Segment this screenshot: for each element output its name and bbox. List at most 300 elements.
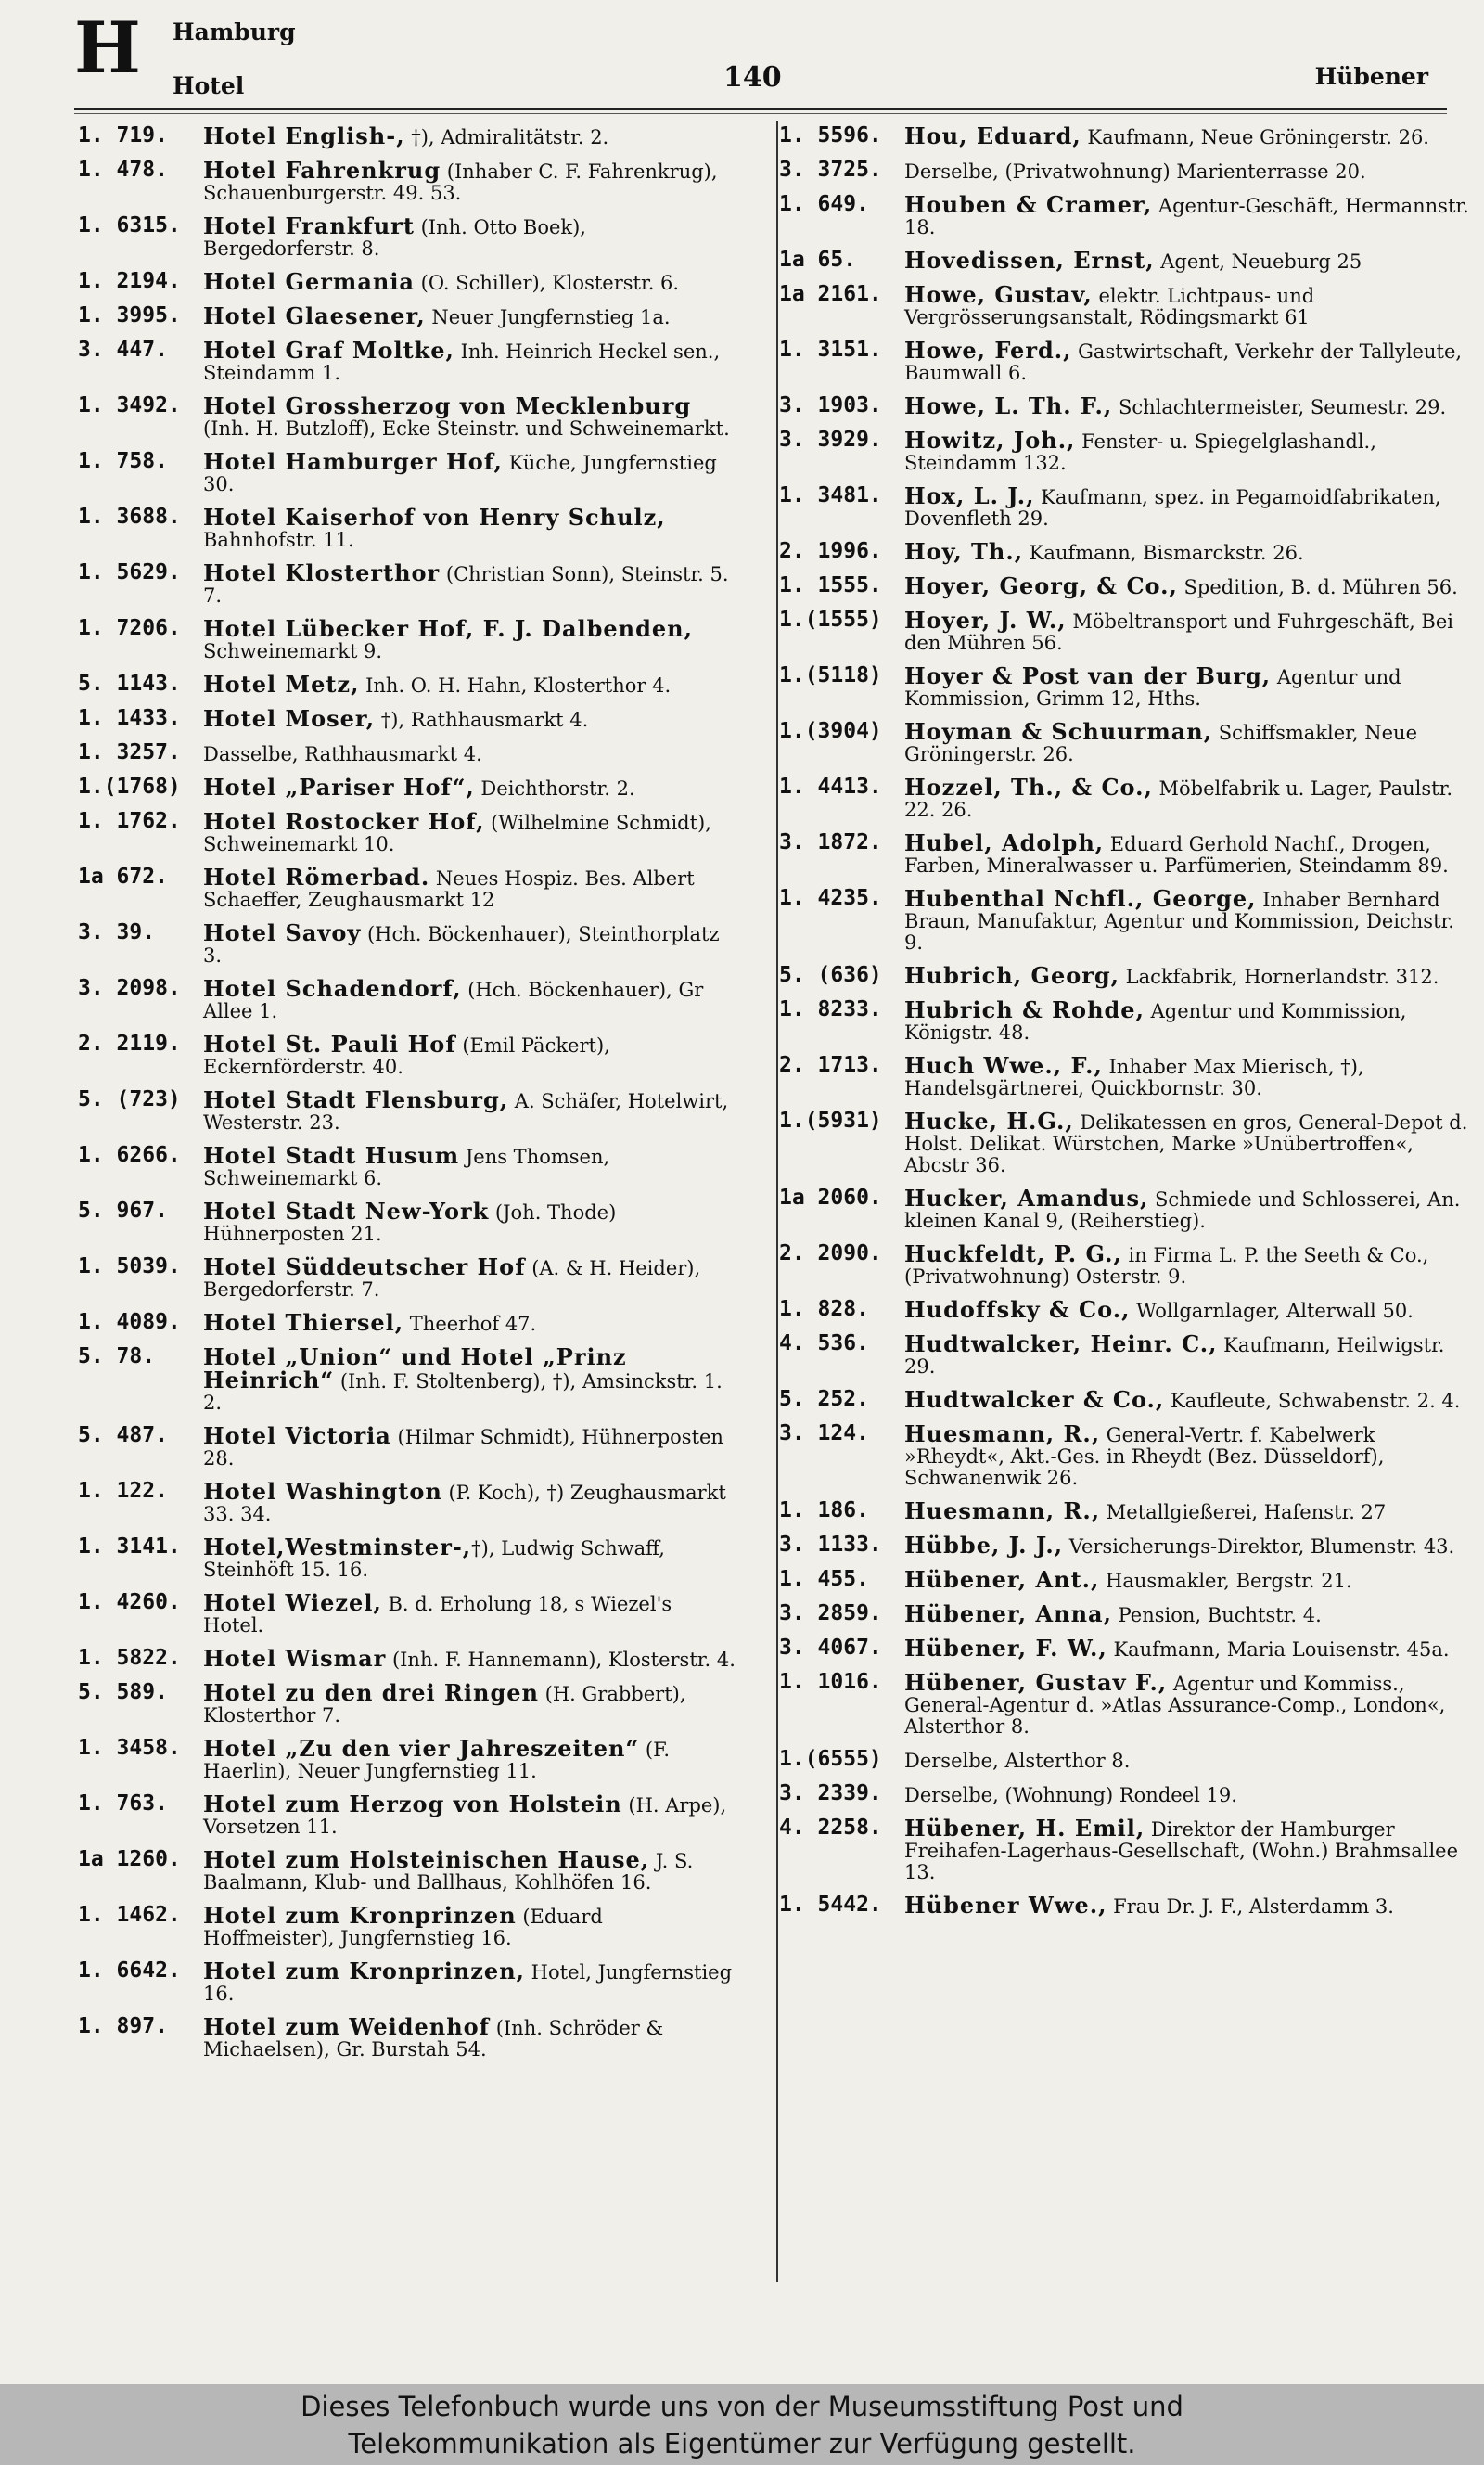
directory-entry <box>779 1296 1484 1323</box>
header-section: Hotel <box>173 72 245 99</box>
entry-details: Gastwirtschaft, Verkehr der Tallyleute, Baumwall 6. <box>904 340 1463 384</box>
entry-details: (Christian Sonn), Steinstr. 5. 7. <box>203 563 729 607</box>
entry-phone-number: 1. 763. <box>78 1791 168 1816</box>
entry-details: Kaufmann, spez. in Pegamoidfabrikaten, Dovenfleth 29. <box>904 486 1441 530</box>
entry-phone-number: 1.(5931) <box>779 1109 882 1133</box>
entry-phone-number: 5. 487. <box>78 1423 168 1447</box>
entry-phone-number: 4. 536. <box>779 1331 869 1355</box>
entry-name: Hotel Rostocker Hof, <box>203 808 485 835</box>
directory-entry <box>78 1902 748 1949</box>
directory-entry <box>78 1142 748 1189</box>
entry-text <box>779 1669 1484 1738</box>
entry-text <box>779 247 1484 274</box>
entry-text <box>779 337 1484 384</box>
entry-text <box>779 1894 1484 1918</box>
entry-details: Frau Dr. J. F., Alsterdamm 3. <box>1107 1895 1394 1918</box>
entry-name: Huch Wwe., F., <box>904 1052 1103 1079</box>
entry-phone-number: 3. 124. <box>779 1421 869 1445</box>
entry-text <box>779 281 1484 328</box>
entry-name: Hotel,Westminster-, <box>203 1534 472 1560</box>
entry-name: Hox, L. J., <box>904 482 1035 509</box>
entry-details: Kaufmann, Heilwigstr. 29. <box>904 1334 1445 1378</box>
entry-details: (Inh. Otto Boek), Bergedorferstr. 8. <box>203 216 586 260</box>
directory-entry <box>779 572 1484 599</box>
entry-text <box>779 885 1484 954</box>
entry-details: (Inhaber C. F. Fahrenkrug), Schauenburgerstr. 49. 53. <box>203 160 718 204</box>
entry-text <box>779 125 1484 148</box>
entry-text <box>779 1600 1484 1627</box>
entry-phone-number: 1. 1462. <box>78 1903 181 1927</box>
entry-details: elektr. Lichtpaus- und Vergrösserungsanstalt, Rödingsmarkt 61 <box>904 285 1315 328</box>
entry-text <box>78 1422 748 1470</box>
entry-phone-number: 1a 65. <box>779 248 857 272</box>
entry-details: Inh. O. H. Hahn, Klosterthor 4. <box>359 674 672 697</box>
entry-name: Hozzel, Th., & Co., <box>904 774 1153 801</box>
entry-phone-number: 1. 3995. <box>78 303 181 327</box>
entry-details: (Inh. F. Hannemann), Klosterstr. 4. <box>386 1649 736 1671</box>
entry-details: Möbelfabrik u. Lager, Paulstr. 22. 26. <box>904 777 1453 821</box>
directory-entry <box>78 864 748 911</box>
entry-phone-number: 5. 967. <box>78 1199 168 1223</box>
directory-entry <box>78 1735 748 1782</box>
entry-phone-number: 1. 5039. <box>78 1254 181 1278</box>
entry-text <box>779 1052 1484 1099</box>
entry-details: Lackfabrik, Hornerlandstr. 312. <box>1119 966 1439 988</box>
entry-phone-number: 2. 1996. <box>779 539 882 563</box>
directory-entry <box>78 2013 748 2061</box>
entry-text <box>779 427 1484 474</box>
entry-details: (A. & H. Heider), Bergedorferstr. 7. <box>203 1257 701 1301</box>
entry-details: Eduard Gerhold Nachf., Drogen, Farben, Mineralwasser u. Parfümerien, Steindamm 89. <box>904 833 1449 877</box>
directory-entry <box>779 1894 1484 1918</box>
entry-details: Küche, Jungfernstieg 30. <box>203 452 717 495</box>
entry-name: Hotel Wismar <box>203 1645 387 1672</box>
entry-text <box>78 448 748 495</box>
entry-name: Hoy, Th., <box>904 538 1024 565</box>
entry-text <box>78 157 748 204</box>
entry-text <box>779 1420 1484 1489</box>
entry-phone-number: 1. 828. <box>779 1297 869 1321</box>
entry-text <box>779 829 1484 877</box>
entry-details: Kaufleute, Schwabenstr. 2. 4. <box>1164 1390 1461 1412</box>
entry-text <box>779 1185 1484 1232</box>
entry-phone-number: 1. 3257. <box>78 740 181 764</box>
entry-name: Hübener, Gustav F., <box>904 1669 1168 1696</box>
entry-text <box>78 1200 748 1245</box>
entry-details: Derselbe, (Wohnung) Rondeel 19. <box>904 1784 1237 1806</box>
entry-phone-number: 1. 3492. <box>78 393 181 417</box>
directory-entry <box>78 1309 748 1336</box>
directory-entry <box>779 1240 1484 1288</box>
entry-name: Hovedissen, Ernst, <box>904 247 1155 274</box>
directory-entry <box>78 125 748 148</box>
entry-details: Kaufmann, Neue Gröningerstr. 26. <box>1081 126 1429 148</box>
entry-name: Hoyer, J. W., <box>904 607 1067 634</box>
entry-phone-number: 1. 4235. <box>779 886 882 910</box>
entry-phone-number: 1. 719. <box>78 125 168 148</box>
directory-entry <box>78 1589 748 1637</box>
entry-name: Hotel Thiersel, <box>203 1309 404 1336</box>
entry-phone-number: 1. 1762. <box>78 809 181 833</box>
directory-entry <box>779 607 1484 654</box>
entry-phone-number: 1. 478. <box>78 158 168 182</box>
column-divider <box>776 121 778 2282</box>
entry-phone-number: 5. 1143. <box>78 672 181 696</box>
entry-details: General-Vertr. f. Kabelwerk »Rheydt«, Akt.-Ges. in Rheydt (Bez. Düsseldorf), Schwanenwik 26. <box>904 1424 1385 1489</box>
directory-entry <box>78 774 748 801</box>
entry-phone-number: 1. 186. <box>779 1498 869 1522</box>
entry-phone-number: 1. 3141. <box>78 1534 181 1559</box>
entry-text <box>779 1108 1484 1176</box>
entry-details: Kaufmann, Maria Louisenstr. 45a. <box>1107 1638 1450 1661</box>
directory-entry <box>779 662 1484 710</box>
entry-details: (F. Haerlin), Neuer Jungfernstieg 11. <box>203 1739 671 1782</box>
entry-name: Hotel Stadt Flensburg, <box>203 1086 509 1113</box>
entry-phone-number: 1. 8233. <box>779 997 882 1021</box>
header-city: Hamburg <box>173 19 296 45</box>
entry-phone-number: 1. 122. <box>78 1479 168 1503</box>
footer-line-1: Dieses Telefonbuch wurde uns von der Museumsstiftung Post und <box>301 2391 1183 2422</box>
directory-entry <box>78 1086 748 1134</box>
directory-entry <box>779 1185 1484 1232</box>
entry-name: Howe, Gustav, <box>904 281 1093 308</box>
entry-phone-number: 3. 2339. <box>779 1781 882 1805</box>
entry-text <box>779 392 1484 419</box>
entry-name: Hotel Hamburger Hof, <box>203 448 503 475</box>
entry-name: Hübener, F. W., <box>904 1635 1107 1662</box>
entry-name: Hotel Schadendorf, <box>203 975 462 1002</box>
entry-text <box>779 1497 1484 1524</box>
entry-name: Hotel Stadt New-York <box>203 1198 490 1225</box>
directory-entry <box>78 1031 748 1078</box>
directory-entry <box>78 1343 748 1414</box>
directory-entry <box>779 1386 1484 1413</box>
entry-details: Derselbe, (Privatwohnung) Marienterrasse 20. <box>904 160 1366 183</box>
directory-entry <box>779 191 1484 238</box>
entry-phone-number: 3. 3929. <box>779 428 882 452</box>
entry-details: †), Rathhausmarkt 4. <box>375 709 589 731</box>
entry-details: Fenster- u. Spiegelglashandl., Steindamm 132. <box>904 430 1376 474</box>
entry-phone-number: 1.(1555) <box>779 608 882 632</box>
entry-name: Huesmann, R., <box>904 1497 1101 1524</box>
entry-details: J. S. Baalmann, Klub- und Ballhaus, Kohlhöfen 16. <box>203 1850 694 1894</box>
directory-entry <box>779 1749 1484 1772</box>
entry-details: Delikatessen en gros, General-Depot d. Holst. Delikat. Würstchen, Marke »Unübertroffen«, Abcstr 36. <box>904 1111 1468 1176</box>
entry-name: Hotel Kaiserhof von Henry Schulz, <box>203 504 666 531</box>
entry-name: Hotel zu den drei Ringen <box>203 1679 539 1706</box>
entry-name: Hotel Lübecker Hof, F. J. Dalbenden, <box>203 615 693 642</box>
entry-details: (H. Arpe), Vorsetzen 11. <box>203 1794 727 1838</box>
directory-entry <box>779 1420 1484 1489</box>
entry-phone-number: 1. 5629. <box>78 560 181 584</box>
directory-entry <box>78 212 748 260</box>
entry-text <box>78 919 748 967</box>
entry-phone-number: 2. 2119. <box>78 1032 181 1056</box>
directory-entry <box>779 1108 1484 1176</box>
section-letter: H <box>74 6 139 89</box>
directory-entry <box>779 1669 1484 1738</box>
entry-name: Hubenthal Nchfl., George, <box>904 885 1257 912</box>
entry-phone-number: 1. 758. <box>78 449 168 473</box>
directory-entry <box>779 1534 1484 1558</box>
entry-details: B. d. Erholung 18, s Wiezel's Hotel. <box>203 1593 672 1637</box>
header-right-word: Hübener <box>1314 63 1428 90</box>
directory-entry <box>78 742 748 765</box>
entry-text <box>78 1793 748 1838</box>
directory-entry <box>779 1600 1484 1627</box>
entry-phone-number: 2. 2090. <box>779 1241 882 1265</box>
entry-text <box>779 1386 1484 1413</box>
entry-phone-number: 1. 6642. <box>78 1958 181 1983</box>
entry-details: Agent, Neueburg 25 <box>1154 250 1362 273</box>
entry-details: Neues Hospiz. Bes. Albert Schaeffer, Zeughausmarkt 12 <box>203 867 695 911</box>
entry-details: Metallgießerei, Hafenstr. 27 <box>1100 1501 1387 1523</box>
entry-details: Möbeltransport und Fuhrgeschäft, Bei den Mühren 56. <box>904 610 1454 654</box>
entry-details: in Firma L. P. the Seeth & Co., (Privatwohnung) Osterstr. 9. <box>904 1244 1429 1288</box>
entry-name: Hoyer & Post van der Burg, <box>904 662 1272 689</box>
entry-phone-number: 1. 3151. <box>779 338 882 362</box>
entry-text <box>779 1240 1484 1288</box>
entry-name: Hübener Wwe., <box>904 1892 1107 1919</box>
entry-name: Hotel zum Kronprinzen, <box>203 1958 525 1984</box>
entry-name: Hubel, Adolph, <box>904 829 1105 856</box>
entry-name: Hubrich, Georg, <box>904 962 1119 989</box>
directory-entry <box>779 1817 1484 1883</box>
entry-details: Neuer Jungfernstieg 1a. <box>425 306 671 328</box>
entry-details: (Inh. F. Stoltenberg), †), Amsinckstr. 1. 2. <box>203 1370 723 1414</box>
entry-details: Hausmakler, Bergstr. 21. <box>1099 1570 1352 1592</box>
entry-name: Hotel Fahrenkrug <box>203 157 441 184</box>
entry-text <box>78 125 748 148</box>
entry-details: Inhaber Bernhard Braun, Manufaktur, Agentur und Kommission, Deichstr. 9. <box>904 889 1454 954</box>
entry-details: Hotel, Jungfernstieg 16. <box>203 1961 733 2005</box>
entry-phone-number: 3. 3725. <box>779 158 882 182</box>
entry-text <box>78 337 748 384</box>
entry-phone-number: 3. 1903. <box>779 393 882 417</box>
directory-entry <box>78 1422 748 1470</box>
directory-entry <box>78 268 748 295</box>
entry-name: Hotel Glaesener, <box>203 302 426 329</box>
entry-phone-number: 1. 6315. <box>78 213 181 238</box>
directory-entry <box>779 1497 1484 1524</box>
entry-details: Bahnhofstr. 11. <box>203 529 354 551</box>
entry-phone-number: 1. 3688. <box>78 505 181 529</box>
directory-entry <box>779 1052 1484 1099</box>
directory-entry <box>78 1536 748 1581</box>
directory-entry <box>78 448 748 495</box>
directory-entry <box>78 1645 748 1672</box>
entry-name: Hotel zum Holsteinischen Hause, <box>203 1846 650 1873</box>
entry-text <box>779 774 1484 821</box>
directory-entry <box>779 427 1484 474</box>
entry-name: Hudoffsky & Co., <box>904 1296 1131 1323</box>
entry-phone-number: 1.(1768) <box>78 775 181 799</box>
entry-details: (Hch. Böckenhauer), Steinthorplatz 3. <box>203 923 720 967</box>
directory-entry <box>779 1566 1484 1593</box>
entry-phone-number: 1. 4260. <box>78 1590 181 1614</box>
entry-phone-number: 1. 2194. <box>78 269 181 293</box>
directory-entry <box>78 157 748 204</box>
entry-phone-number: 1. 1016. <box>779 1670 882 1694</box>
header-rule-thin <box>74 113 1447 114</box>
directory-entry <box>779 538 1484 565</box>
entry-name: Hotel „Zu den vier Jahreszeiten“ <box>203 1735 640 1762</box>
entry-name: Houben & Cramer, <box>904 191 1153 218</box>
directory-entry <box>779 482 1484 530</box>
entry-details: Theerhof 47. <box>403 1313 537 1335</box>
entry-text <box>78 1343 748 1414</box>
entry-phone-number: 3. 4067. <box>779 1636 882 1660</box>
directory-entry <box>779 1330 1484 1378</box>
entry-details: Wollgarnlager, Alterwall 50. <box>1130 1300 1414 1322</box>
entry-phone-number: 1. 4089. <box>78 1310 181 1334</box>
entry-details: Dasselbe, Rathhausmarkt 4. <box>203 743 482 765</box>
entry-details: Kaufmann, Bismarckstr. 26. <box>1023 542 1304 564</box>
entry-text <box>779 482 1484 530</box>
entry-name: Hotel English-, <box>203 125 405 149</box>
entry-phone-number: 4. 2258. <box>779 1816 882 1840</box>
entry-details: A. Schäfer, Hotelwirt, Westerstr. 23. <box>203 1090 729 1134</box>
entry-phone-number: 5. (636) <box>779 963 882 987</box>
entry-text <box>779 996 1484 1044</box>
entry-name: Hotel „Union“ und Hotel „Prinz Heinrich“ <box>203 1343 627 1393</box>
entry-text <box>779 1296 1484 1323</box>
entry-phone-number: 1. 5596. <box>779 125 882 148</box>
entry-phone-number: 1a 2060. <box>779 1186 882 1210</box>
entry-details: Spedition, B. d. Mühren 56. <box>1177 576 1458 598</box>
directory-entry <box>78 615 748 662</box>
entry-text <box>779 607 1484 654</box>
entry-phone-number: 3. 2859. <box>779 1601 882 1625</box>
entry-phone-number: 5. (723) <box>78 1087 181 1111</box>
entry-phone-number: 1. 649. <box>779 192 869 216</box>
directory-entry <box>779 392 1484 419</box>
entry-name: Hotel Stadt Husum <box>203 1142 460 1169</box>
entry-phone-number: 1. 1433. <box>78 706 181 730</box>
entry-phone-number: 3. 447. <box>78 338 168 362</box>
directory-entry <box>78 302 748 329</box>
entry-name: Howe, L. Th. F., <box>904 392 1113 419</box>
entry-details: †), Admiralitätstr. 2. <box>404 126 609 148</box>
entry-text <box>779 662 1484 710</box>
entry-text <box>779 1330 1484 1378</box>
entry-phone-number: 1. 455. <box>779 1567 869 1591</box>
entry-text <box>78 1478 748 1525</box>
directory-entry <box>78 504 748 551</box>
entry-name: Hucke, H.G., <box>904 1108 1074 1135</box>
entry-details: Agentur-Geschäft, Hermannstr. 18. <box>904 195 1469 238</box>
entry-phone-number: 5. 589. <box>78 1680 168 1704</box>
entry-text <box>779 1566 1484 1593</box>
entry-name: Hotel Savoy <box>203 919 362 946</box>
entry-text <box>779 1783 1484 1806</box>
entry-details: Pension, Buchtstr. 4. <box>1111 1604 1322 1626</box>
entry-text <box>779 1817 1484 1883</box>
entry-name: Hotel Germania <box>203 268 415 295</box>
entry-phone-number: 1a 1260. <box>78 1847 181 1871</box>
entry-details: (O. Schiller), Klosterstr. 6. <box>414 272 680 294</box>
directory-entry <box>78 705 748 732</box>
directory-entry <box>78 975 748 1022</box>
entry-details: Agentur und Kommiss., General-Agentur d. »Atlas Assurance-Comp., London«, Alsterthor 8. <box>904 1673 1446 1738</box>
entry-name: Hotel Washington <box>203 1478 442 1505</box>
entry-phone-number: 1. 5822. <box>78 1646 181 1670</box>
entry-name: Hotel Klosterthor <box>203 559 441 586</box>
directory-entry <box>78 1846 748 1894</box>
entry-name: Hotel Süddeutscher Hof <box>203 1253 526 1280</box>
right-column <box>779 125 1484 2287</box>
entry-details: †), Ludwig Schwaff, Steinhöft 15. 16. <box>203 1537 665 1581</box>
directory-entry <box>779 1637 1484 1661</box>
entry-name: Hotel Graf Moltke, <box>203 337 454 364</box>
entry-details: Inh. Heinrich Heckel sen., Steindamm 1. <box>203 340 721 384</box>
entry-name: Hotel Wiezel, <box>203 1589 382 1616</box>
directory-entry <box>779 718 1484 765</box>
entry-text <box>78 1679 748 1727</box>
entry-name: Huesmann, R., <box>904 1420 1101 1447</box>
entry-phone-number: 3. 39. <box>78 920 156 944</box>
directory-entry <box>779 337 1484 384</box>
entry-details: (Hch. Böckenhauer), Gr Allee 1. <box>203 979 704 1022</box>
entry-phone-number: 1. 4413. <box>779 775 882 799</box>
entry-details: (Inh. H. Butzloff), Ecke Steinstr. und Schweinemarkt. <box>203 417 730 440</box>
entry-name: Hotel zum Kronprinzen <box>203 1902 517 1929</box>
entry-details: (Inh. Schröder & Michaelsen), Gr. Burstah 54. <box>203 2017 664 2061</box>
directory-entry <box>779 1783 1484 1806</box>
entry-details: Schlachtermeister, Seumestr. 29. <box>1112 396 1447 418</box>
directory-entry <box>78 1478 748 1525</box>
entry-name: Hotel Metz, <box>203 671 360 698</box>
directory-entry <box>779 774 1484 821</box>
entry-details: Derselbe, Alsterthor 8. <box>904 1750 1131 1772</box>
entry-name: Howitz, Joh., <box>904 427 1076 454</box>
footer-line-2: Telekommunikation als Eigentümer zur Verfügung gestellt. <box>348 2428 1136 2459</box>
entry-name: Hudtwalcker, Heinr. C., <box>904 1330 1218 1357</box>
entry-details: Schmiede und Schlosserei, An. kleinen Kanal 9, (Reiherstieg). <box>904 1188 1461 1232</box>
entry-details: (Eduard Hoffmeister), Jungfernstieg 16. <box>203 1906 603 1949</box>
entry-phone-number: 1.(6555) <box>779 1747 882 1771</box>
entry-text <box>78 864 748 911</box>
entry-phone-number: 1a 2161. <box>779 282 882 306</box>
entry-details: Direktor der Hamburger Freihafen-Lagerhaus-Gesellschaft, (Wohn.) Brahmsallee 13. <box>904 1818 1459 1883</box>
page-number: 140 <box>723 61 782 94</box>
entry-text <box>779 191 1484 238</box>
header-rule <box>74 108 1447 110</box>
directory-entry <box>78 671 748 698</box>
entry-phone-number: 1. 7206. <box>78 616 181 640</box>
entry-name: Hucker, Amandus, <box>904 1185 1149 1212</box>
entry-details: (Emil Päckert), Eckernförderstr. 40. <box>203 1034 610 1078</box>
entry-name: Hotel Frankfurt <box>203 212 415 239</box>
directory-entry <box>78 559 748 607</box>
entry-text <box>779 1749 1484 1772</box>
entry-name: Hoyer, Georg, & Co., <box>904 572 1178 599</box>
directory-entry <box>78 1793 748 1838</box>
entry-text <box>779 572 1484 599</box>
entry-name: Hotel St. Pauli Hof <box>203 1031 456 1058</box>
directory-entry <box>78 392 748 440</box>
entry-details: Schweinemarkt 9. <box>203 640 383 662</box>
entry-phone-number: 3. 2098. <box>78 976 181 1000</box>
entry-name: Hubrich & Rohde, <box>904 996 1145 1023</box>
entry-details: Deichthorstr. 2. <box>474 777 635 800</box>
directory-entry <box>779 996 1484 1044</box>
entry-phone-number: 3. 1133. <box>779 1533 882 1557</box>
entry-details: Agentur und Kommission, Grimm 12, Hths. <box>904 666 1401 710</box>
entry-name: Hotel Moser, <box>203 705 376 732</box>
entry-name: Hotel Grossherzog von Mecklenburg <box>203 392 692 419</box>
entry-details: (Wilhelmine Schmidt), Schweinemarkt 10. <box>203 812 711 855</box>
